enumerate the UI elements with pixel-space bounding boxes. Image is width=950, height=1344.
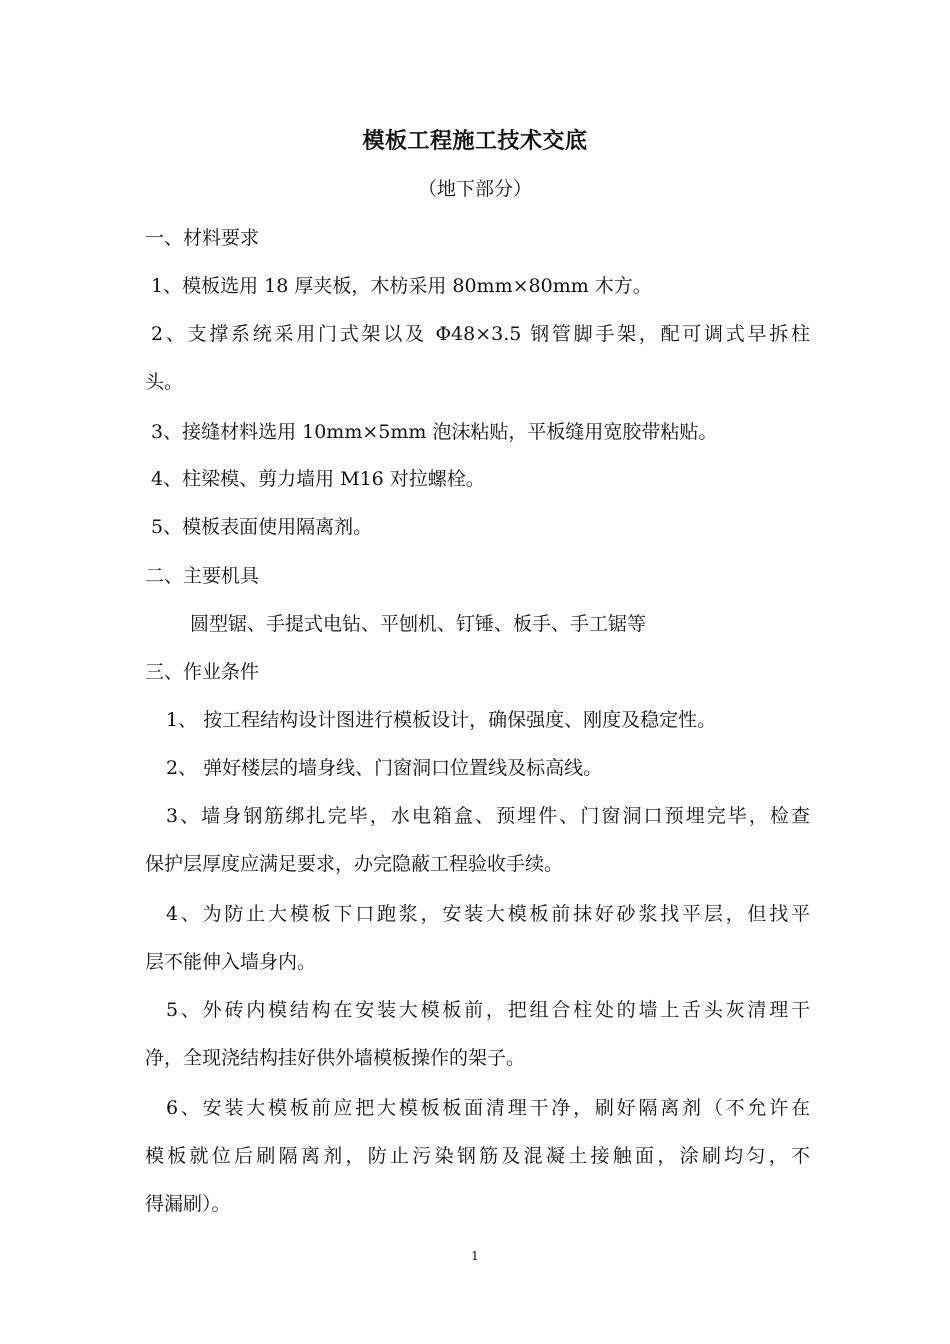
work-condition-3-line-2: 保护层厚度应满足要求，办完隐蔽工程验收手续。 [145,853,564,875]
materials-item-2-line-1: 2、支撑系统采用门式架以及 Φ48×3.5 钢管脚手架，配可调式早拆柱 [151,323,810,345]
work-condition-4-line-1: 4、为防止大模板下口跑浆，安装大模板前抹好砂浆找平层，但找平 [166,903,810,925]
work-condition-3-line-1: 3、墙身钢筋绑扎完毕，水电箱盒、预埋件、门窗洞口预埋完毕，检查 [166,805,810,827]
page-number: 1 [471,1249,479,1263]
materials-item-2-line-2: 头。 [145,371,184,393]
work-condition-6-line-1: 6、安装大模板前应把大模板板面清理干净，刷好隔离剂（不允许在 [166,1097,810,1119]
work-condition-6-line-2: 模板就位后刷隔离剂，防止污染钢筋及混凝土接触面，涂刷均匀，不 [145,1145,810,1167]
materials-item-1: 1、模板选用 18 厚夹板，木枋采用 80mm×80mm 木方。 [151,275,652,297]
section-heading-work-conditions: 三、作业条件 [145,661,260,683]
section-heading-materials: 一、材料要求 [145,227,260,249]
tools-list: 圆型锯、手提式电钻、平刨机、钉锤、板手、手工锯等 [190,613,647,635]
work-condition-5-line-2: 净，全现浇结构挂好供外墙模板操作的架子。 [145,1047,526,1069]
section-heading-tools: 二、主要机具 [145,565,260,587]
work-condition-1: 1、 按工程结构设计图进行模板设计，确保强度、刚度及稳定性。 [166,709,717,731]
work-condition-5-line-1: 5、外砖内模结构在安装大模板前，把组合柱处的墙上舌头灰清理干 [166,999,810,1021]
work-condition-4-line-2: 层不能伸入墙身内。 [145,951,317,973]
materials-item-3: 3、接缝材料选用 10mm×5mm 泡沫粘贴，平板缝用宽胶带粘贴。 [151,421,718,443]
materials-item-4: 4、柱梁模、剪力墙用 M16 对拉螺栓。 [151,468,485,490]
document-subtitle: （地下部分） [417,178,532,200]
document-title: 模板工程施工技术交底 [362,128,588,154]
materials-item-5: 5、模板表面使用隔离剂。 [151,516,373,538]
work-condition-2: 2、 弹好楼层的墙身线、门窗洞口位置线及标高线。 [166,757,603,779]
work-condition-6-line-3: 得漏刷）。 [145,1193,231,1215]
